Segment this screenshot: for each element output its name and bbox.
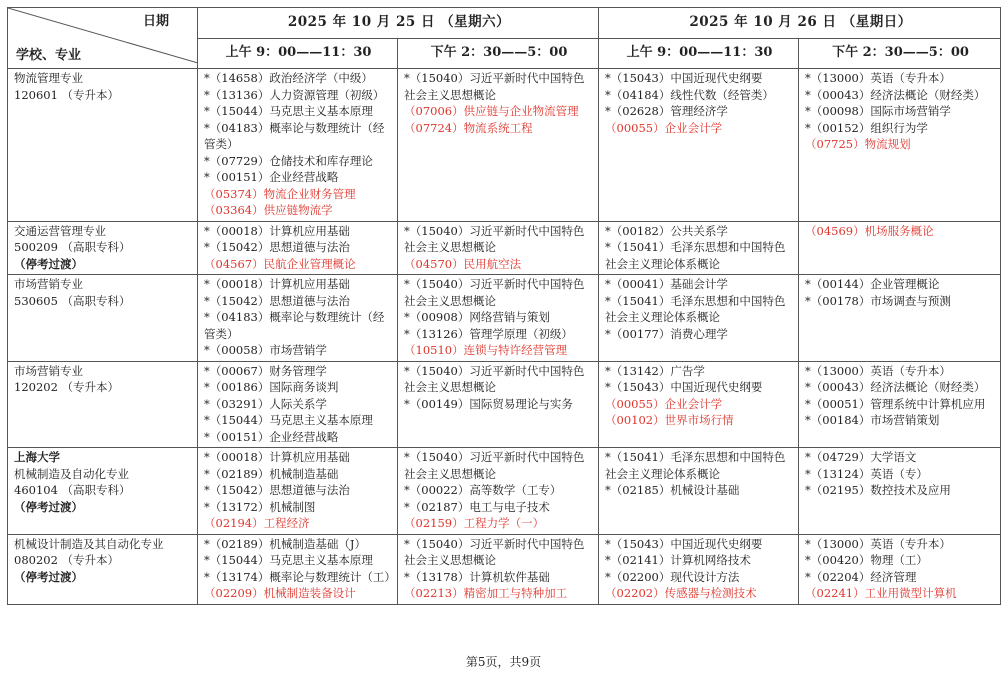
major-detail: 530605 （高职专科） xyxy=(14,293,131,308)
course-item: *（14658）政治经济学（中级） xyxy=(204,71,373,85)
major-detail: 机械制造及自动化专业 xyxy=(14,466,129,481)
course-item: *（15042）思想道德与法治 xyxy=(204,483,350,497)
major-cell xyxy=(8,448,198,535)
course-item-required: （00055）企业会计学 xyxy=(605,120,723,135)
major-detail: （停考过渡） xyxy=(14,256,83,271)
course-item: *（13136）人力资源管理（初级） xyxy=(204,87,385,102)
course-item: *（00149）国际贸易理论与实务 xyxy=(404,396,573,411)
course-item: *（15043）中国近现代史纲要 xyxy=(605,536,763,551)
course-item-required: （02213）精密加工与特种加工 xyxy=(404,586,568,600)
course-item: *（13126）管理学原理（初级） xyxy=(404,326,573,341)
course-item: *（15041）毛泽东思想和中国特色社会主义理论体系概论 xyxy=(605,450,786,481)
day2-pm-cell xyxy=(799,534,1001,604)
day1-header: 2025 年 10 月 25 日 （星期六） xyxy=(198,8,599,39)
major-detail: （停考过渡） xyxy=(14,499,83,514)
course-item-required: （02202）传感器与检测技术 xyxy=(605,586,757,600)
course-item: *（00043）经济法概论（财经类） xyxy=(805,380,986,394)
major-name: 机械设计制造及其自动化专业 xyxy=(14,536,164,551)
course-item: *（04183）概率论与数理统计（经管类） xyxy=(204,120,385,151)
course-item-required: （07724）物流系统工程 xyxy=(404,120,533,135)
course-item: *（02189）机械制造基础（J） xyxy=(204,536,366,551)
course-item: *（00144）企业管理概论 xyxy=(805,277,940,291)
day1-am-cell xyxy=(198,69,398,222)
course-item: *（07729）仓储技术和库存理论 xyxy=(204,153,373,168)
course-item: *（02200）现代设计方法 xyxy=(605,569,740,584)
course-item: *（13142）广告学 xyxy=(605,363,705,378)
course-item: *（15042）思想道德与法治 xyxy=(204,293,350,308)
course-item: *（15044）马克思主义基本原理 xyxy=(204,104,373,118)
course-item: *（04184）线性代数（经管类） xyxy=(605,87,774,102)
course-item-required: （04570）民用航空法 xyxy=(404,256,522,271)
major-detail: （停考过渡） xyxy=(14,569,83,584)
course-item: *（00041）基础会计学 xyxy=(605,277,728,291)
course-item: *（00018）计算机应用基础 xyxy=(204,277,350,291)
exam-schedule-table xyxy=(7,7,1001,605)
day2-am-cell xyxy=(599,361,799,448)
major-cell xyxy=(8,275,198,362)
course-item: *（03291）人际关系学 xyxy=(204,396,327,411)
course-item: *（15040）习近平新时代中国特色社会主义思想概论 xyxy=(404,536,585,567)
course-item: *（02187）电工与电子技术 xyxy=(404,499,550,514)
course-item: *（13000）英语（专升本） xyxy=(805,536,951,551)
course-item: *（02628）管理经济学 xyxy=(605,104,728,118)
course-item-required: （02241）工业用微型计算机 xyxy=(805,586,957,600)
day2-am-cell xyxy=(599,275,799,362)
course-item-required: （10510）连锁与特许经营管理 xyxy=(404,343,568,357)
day2-pm-cell xyxy=(799,275,1001,362)
course-item: *（00022）高等数学（工专） xyxy=(404,483,562,497)
corner-date-label: 日期 xyxy=(142,14,169,29)
course-item: *（00177）消费心理学 xyxy=(605,326,728,341)
course-item-required: （04567）民航企业管理概论 xyxy=(204,256,356,271)
course-item: *（15043）中国近现代史纲要 xyxy=(605,71,763,85)
major-row xyxy=(8,275,1001,362)
day1-am-cell xyxy=(198,361,398,448)
schedule-body xyxy=(8,69,1001,605)
major-cell xyxy=(8,534,198,604)
course-item: *（15040）习近平新时代中国特色社会主义思想概论 xyxy=(404,363,585,394)
course-item: *（02189）机械制造基础 xyxy=(204,466,339,481)
course-item: *（00908）网络营销与策划 xyxy=(404,310,550,324)
major-detail: 460104 （高职专科） xyxy=(14,483,131,497)
course-item-required: （00102）世界市场行情 xyxy=(605,413,734,427)
course-item: *（15044）马克思主义基本原理 xyxy=(204,553,373,567)
day1-pm-cell xyxy=(398,221,599,275)
major-detail: 500209 （高职专科） xyxy=(14,240,131,254)
course-item: *（00098）国际市场营销学 xyxy=(805,104,951,118)
major-cell xyxy=(8,221,198,275)
day2-am-header: 上午 9：00——11：30 xyxy=(599,39,799,69)
day1-pm-header: 下午 2：30——5：00 xyxy=(398,39,599,69)
major-name: 市场营销专业 xyxy=(14,363,83,378)
course-item: *（02204）经济管理 xyxy=(805,569,917,584)
course-item: *（15041）毛泽东思想和中国特色社会主义理论体系概论 xyxy=(605,240,786,271)
course-item: *（15040）习近平新时代中国特色社会主义思想概论 xyxy=(404,277,585,308)
major-name: 交通运营管理专业 xyxy=(14,223,106,238)
course-item: *（00067）财务管理学 xyxy=(204,363,327,378)
course-item: *（00178）市场调查与预测 xyxy=(805,293,951,308)
day2-pm-cell xyxy=(799,221,1001,275)
course-item: *（00151）企业经营战略 xyxy=(204,170,339,184)
course-item: *（15044）马克思主义基本原理 xyxy=(204,413,373,427)
major-row xyxy=(8,69,1001,222)
major-cell xyxy=(8,69,198,222)
major-name: 市场营销专业 xyxy=(14,277,83,291)
day2-pm-cell xyxy=(799,361,1001,448)
course-item-required: （03364）供应链物流学 xyxy=(204,203,333,217)
day1-pm-cell xyxy=(398,69,599,222)
course-item: *（15043）中国近现代史纲要 xyxy=(605,380,763,394)
day2-pm-cell xyxy=(799,448,1001,535)
course-item: *（15040）习近平新时代中国特色社会主义思想概论 xyxy=(404,71,585,102)
day1-pm-cell xyxy=(398,448,599,535)
day2-am-cell xyxy=(599,221,799,275)
course-item: *（13174）概率论与数理统计（工） xyxy=(204,569,396,584)
course-item-required: （05374）物流企业财务管理 xyxy=(204,186,356,201)
course-item: *（00182）公共关系学 xyxy=(605,223,728,238)
corner-header xyxy=(8,8,198,69)
course-item: *（02141）计算机网络技术 xyxy=(605,553,751,567)
major-row xyxy=(8,361,1001,448)
major-row xyxy=(8,448,1001,535)
course-item-required: （02159）工程力学（一） xyxy=(404,516,545,530)
course-item: *（00018）计算机应用基础 xyxy=(204,450,350,464)
major-detail: 120202 （专升本） xyxy=(14,380,120,394)
day2-pm-header: 下午 2：30——5：00 xyxy=(799,39,1001,69)
course-item-required: （02209）机械制造装备设计 xyxy=(204,586,356,600)
course-item: *（02185）机械设计基础 xyxy=(605,483,740,497)
course-item-required: （04569）机场服务概论 xyxy=(805,223,934,238)
course-item: *（15041）毛泽东思想和中国特色社会主义理论体系概论 xyxy=(605,293,786,324)
course-item-required: （02194）工程经济 xyxy=(204,516,310,530)
major-row xyxy=(8,534,1001,604)
course-item: *（13000）英语（专升本） xyxy=(805,363,951,378)
day2-am-cell xyxy=(599,534,799,604)
course-item: *（00152）组织行为学 xyxy=(805,120,928,135)
major-detail: 080202 （专升本） xyxy=(14,553,120,567)
course-item: *（00043）经济法概论（财经类） xyxy=(805,87,986,102)
major-cell xyxy=(8,361,198,448)
course-item-required: （07725）物流规划 xyxy=(805,137,911,151)
course-item-required: （00055）企业会计学 xyxy=(605,396,723,411)
course-item: *（13124）英语（专） xyxy=(805,466,928,481)
course-item: *（15040）习近平新时代中国特色社会主义思想概论 xyxy=(404,223,585,254)
course-item: *（00058）市场营销学 xyxy=(204,343,327,357)
course-item: *（00186）国际商务谈判 xyxy=(204,380,339,394)
course-item: *（00151）企业经营战略 xyxy=(204,429,339,444)
course-item: *（04729）大学语文 xyxy=(805,450,917,464)
day1-am-header: 上午 9：00——11：30 xyxy=(198,39,398,69)
day1-am-cell xyxy=(198,275,398,362)
course-item: *（02195）数控技术及应用 xyxy=(805,483,951,497)
course-item: *（00420）物理（工） xyxy=(805,553,928,567)
corner-school-label: 学校、专业 xyxy=(16,47,82,63)
course-item: *（04183）概率论与数理统计（经管类） xyxy=(204,310,385,341)
page-footer: 第5页，共9页 xyxy=(465,655,542,669)
course-item: *（00051）管理系统中计算机应用 xyxy=(805,396,986,411)
major-name: 物流管理专业 xyxy=(14,71,83,85)
day1-pm-cell xyxy=(398,361,599,448)
day2-pm-cell xyxy=(799,69,1001,222)
day2-am-cell xyxy=(599,448,799,535)
day1-am-cell xyxy=(198,221,398,275)
course-item: *（13172）机械制图 xyxy=(204,499,316,514)
course-item-required: （07006）供应链与企业物流管理 xyxy=(404,104,579,118)
course-item: *（15042）思想道德与法治 xyxy=(204,240,350,254)
course-item: *（00184）市场营销策划 xyxy=(805,413,940,427)
day2-header: 2025 年 10 月 26 日 （星期日） xyxy=(599,8,1001,39)
course-item: *（13178）计算机软件基础 xyxy=(404,569,550,584)
major-row xyxy=(8,221,1001,275)
major-name: 上海大学 xyxy=(14,450,60,464)
course-item: *（00018）计算机应用基础 xyxy=(204,223,350,238)
day1-pm-cell xyxy=(398,534,599,604)
major-detail: 120601 （专升本） xyxy=(14,87,120,102)
day1-am-cell xyxy=(198,534,398,604)
day1-am-cell xyxy=(198,448,398,535)
course-item: *（15040）习近平新时代中国特色社会主义思想概论 xyxy=(404,450,585,481)
day1-pm-cell xyxy=(398,275,599,362)
course-item: *（13000）英语（专升本） xyxy=(805,71,951,85)
day2-am-cell xyxy=(599,69,799,222)
